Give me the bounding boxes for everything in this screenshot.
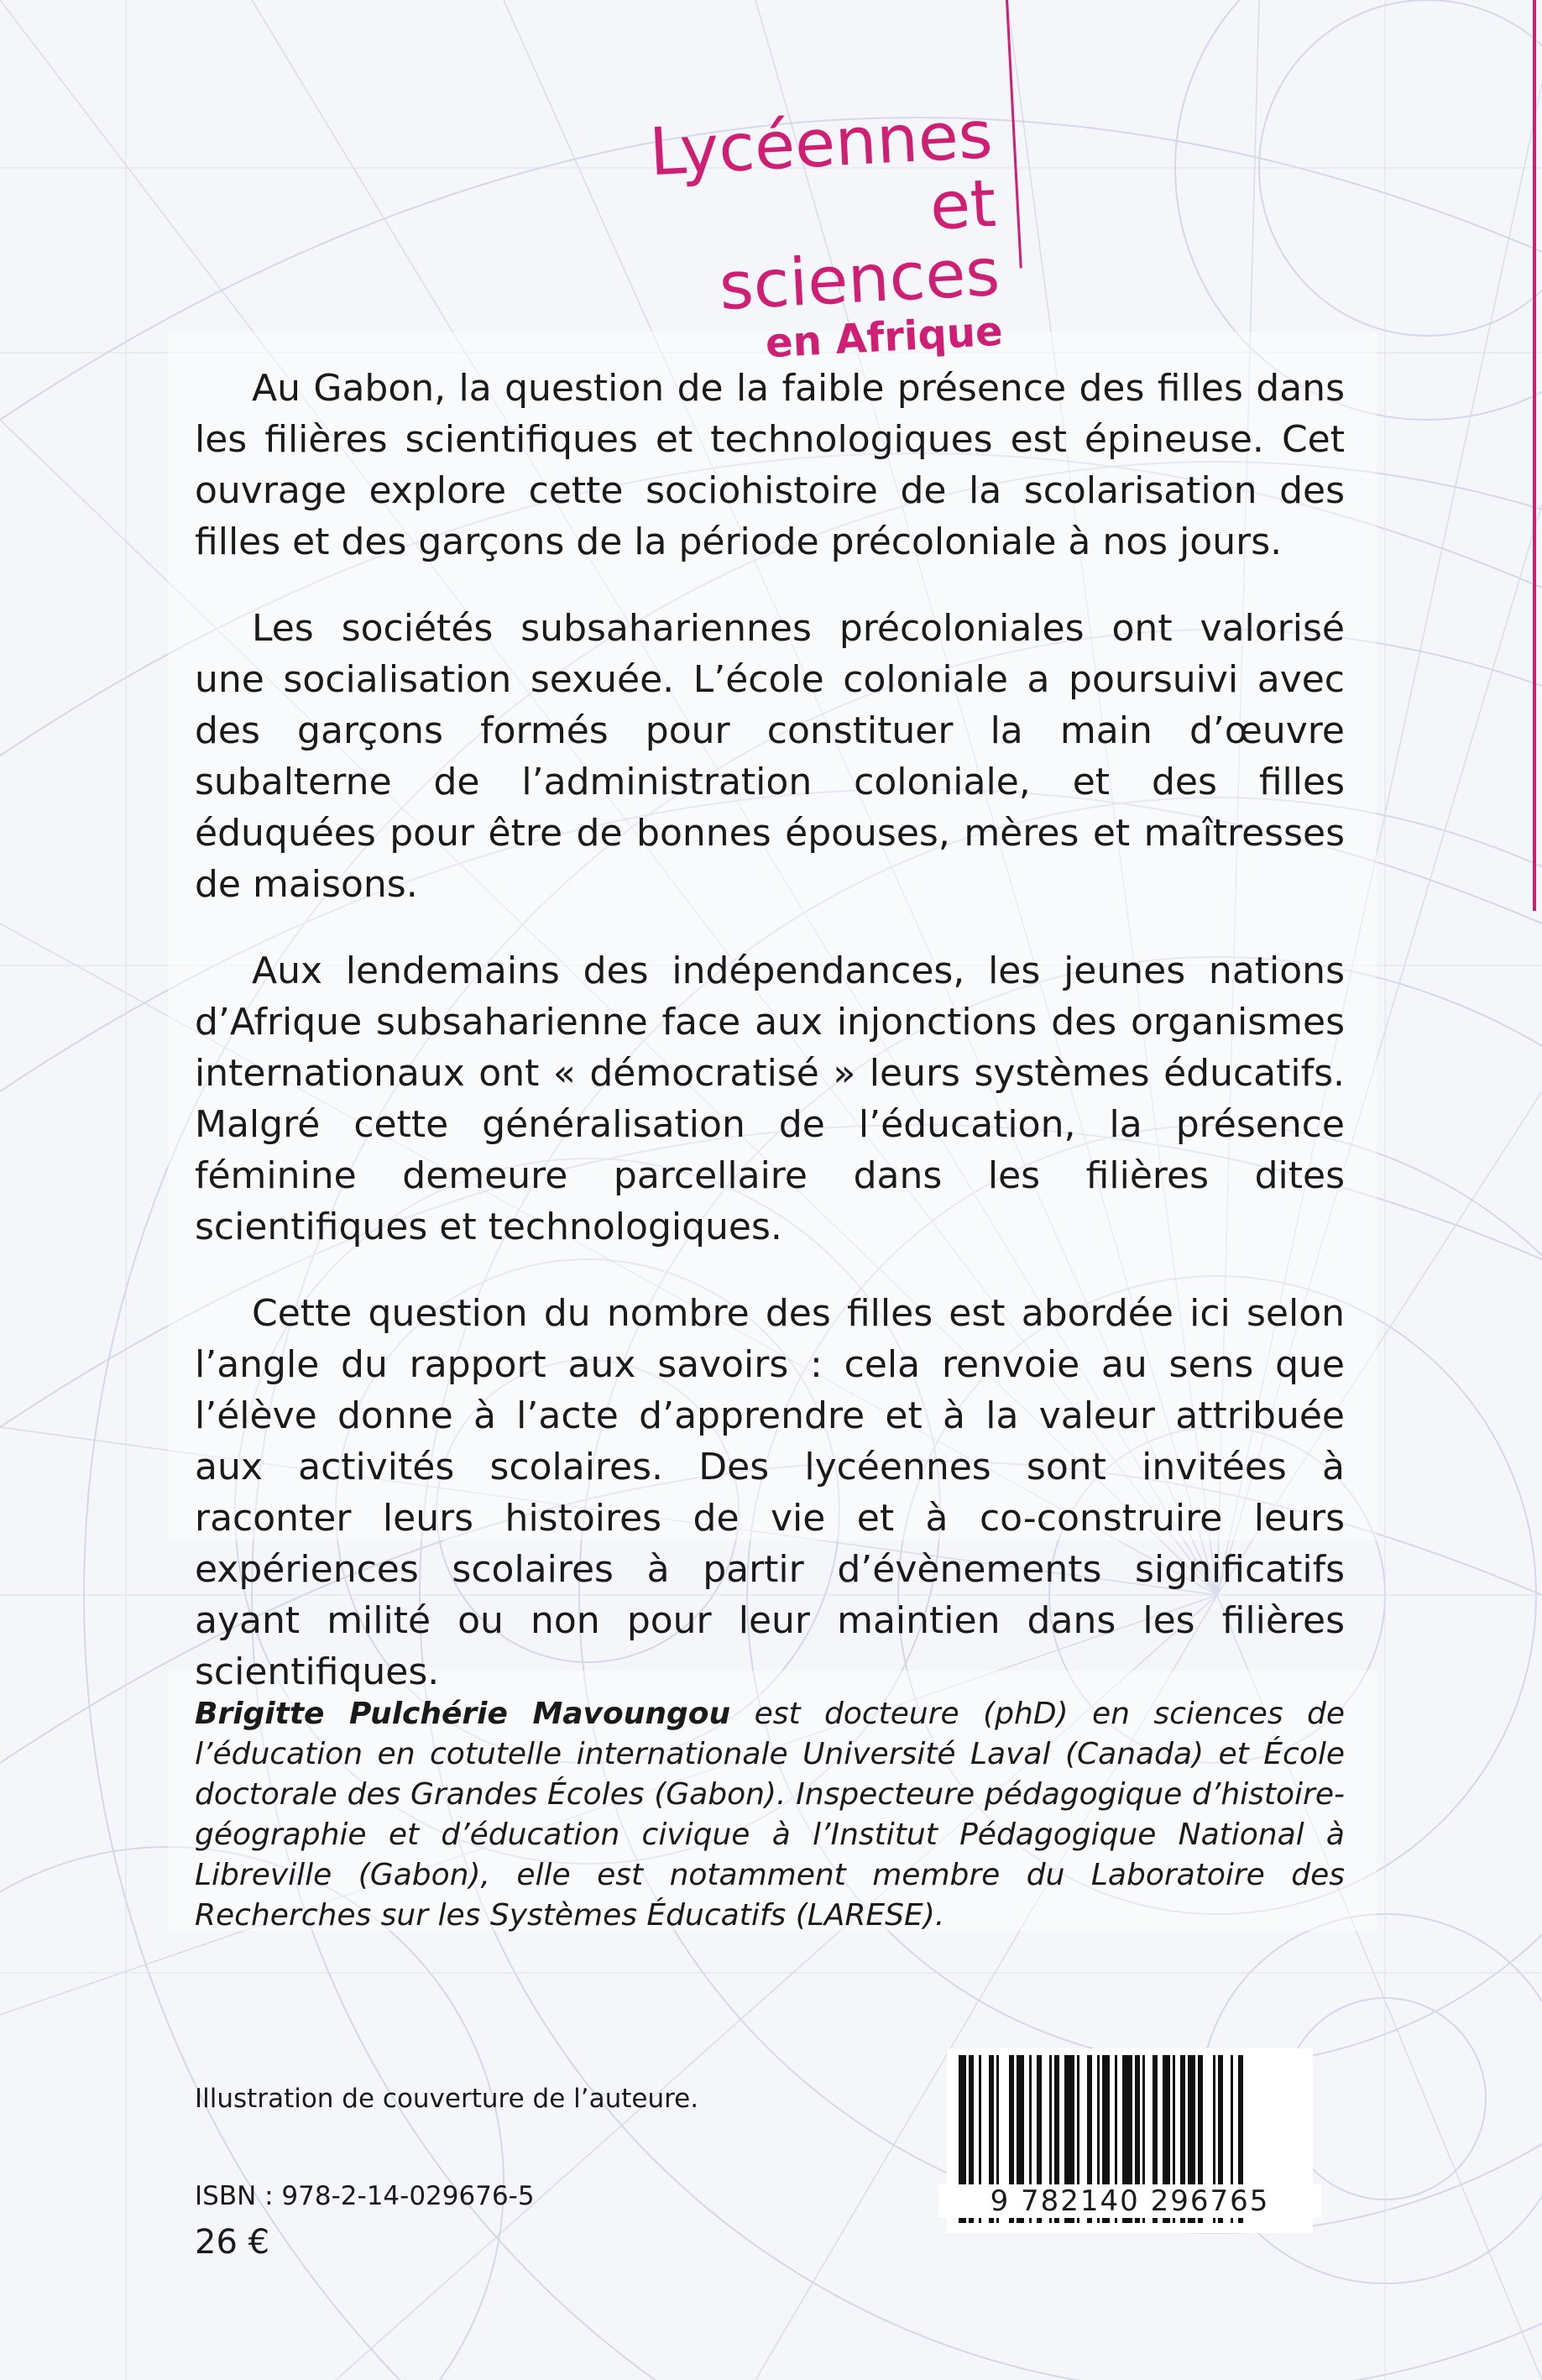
isbn: ISBN : 978-2-14-029676-5 xyxy=(195,2181,535,2211)
illustration-credit: Illustration de couverture de l’auteure. xyxy=(195,2084,699,2114)
series-title-line-1: Lycéennes xyxy=(647,97,995,191)
barcode-digits: 9 782140 296765 xyxy=(938,2184,1321,2218)
publication-credits xyxy=(195,2082,866,2263)
author-bio xyxy=(195,1694,1345,1936)
summary-paragraph: Aux lendemains des indépendances, les jeunes nations d’Afrique subsaharienne face aux injonctions des organismes internationaux ont « démocratisé » leurs systèmes éducatifs. Malgré cette généralisation de l’éducation, la présence féminine demeure parcellaire dans les filières dites scientifiques et technologiques. xyxy=(195,949,1345,1248)
price: 26 € xyxy=(195,2223,270,2262)
author-name: Brigitte Pulchérie Mavoungou xyxy=(195,1697,731,1731)
summary-paragraph: Les sociétés subsahariennes précoloniales ont valorisé une socialisation sexuée. L’école coloniale a poursuivi avec des garçons formés pour constituer la main d’œuvre subalterne de l’administration coloniale, et des filles éduquées pour être de bonnes épouses, mères et maîtresses de maisons. xyxy=(195,607,1345,906)
series-title-line-3: en Afrique xyxy=(764,307,1004,368)
series-title xyxy=(639,97,1004,374)
series-accent-bar xyxy=(1533,0,1536,911)
author-bio-text: est docteure (phD) en sciences de l’éducation en cotutelle internationale Université Laval (Canada) et École doctorale des Grandes Écoles (Gabon). Inspecteure pédagogique d’histoire-géographie et d’éducation civique à l’Institut Pédagogique National à Libreville (Gabon), elle est notamment membre du Laboratoire des Recherches sur les Systèmes Éducatifs (LARESE). xyxy=(195,1697,1345,1933)
back-cover-summary xyxy=(195,363,1345,1733)
summary-paragraph: Au Gabon, la question de la faible présence des filles dans les filières scientifiques et technologiques est épineuse. Cet ouvrage explore cette sociohistoire de la scolarisation des filles et des garçons de la période précoloniale à nos jours. xyxy=(195,367,1345,563)
summary-paragraph: Cette question du nombre des filles est abordée ici selon l’angle du rapport aux savoirs : cela renvoie au sens que l’élève donne à l’acte d’apprendre et à la valeur attribuée aux activités scolaires. Des lycéennes sont invitées à raconter leurs histoires de vie et à co-construire leurs expériences scolaires à partir d’évènements significatifs ayant milité ou non pour leur maintien dans les filières scientifiques. xyxy=(195,1292,1345,1693)
series-title-line-2: et sciences xyxy=(717,165,1002,326)
